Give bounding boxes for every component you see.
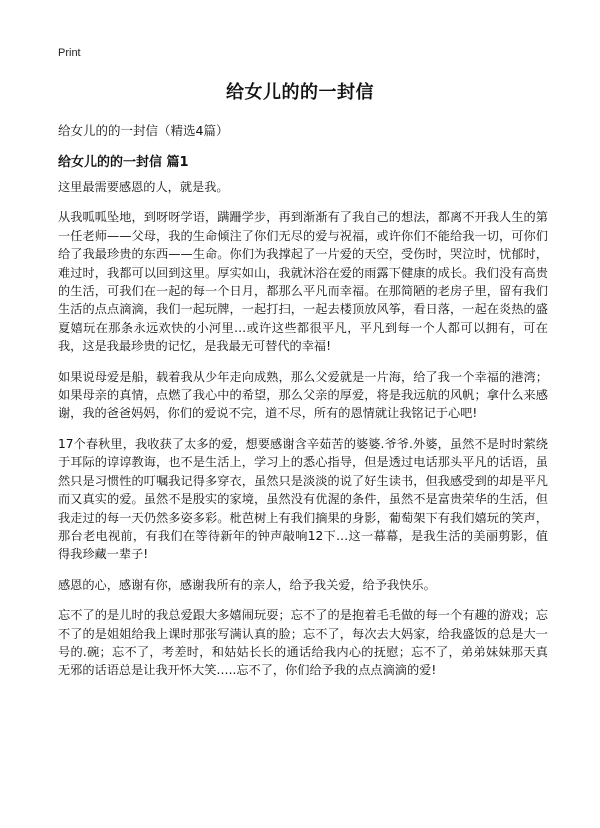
paragraph-6: 忘不了的是儿时的我总爱跟大多嬉闹玩耍；忘不了的是抱着毛毛做的每一个有趣的游戏；忘不了的是姐姐给我上课时那张写满认真的脸；忘不了，每次去大妈家，给我盛饭的总是大一号的.碗；忘不了，考差时，和姑姑长长的通话给我内心的抚慰；忘不了，弟弟妹妹那天真无邪的话语总是让我开怀大笑…..忘不了，你们给予我的点点滴滴的爱! (58, 608, 548, 678)
paragraph-2: 从我呱呱坠地，到呀呀学语，蹒跚学步，再到渐渐有了我自己的想法，都离不开我人生的第一任老师——父母，我的生命倾注了你们无尽的爱与祝福，或许你们不能给我一切，可你们给了我最珍贵的东西——生命。你们为我撑起了一片爱的天空，受伤时，哭泣时，忧郁时，难过时，我都可以回到这里。厚实如山，我就沐浴在爱的雨露下健康的成长。我们没有高贵的生活，可我们在一起的每一个日月，都那么平凡而幸福。在那简陋的老房子里，留有我们生活的点点滴滴，我们一起玩牌，一起打扫，一起去楼顶放风筝，看日落，一起在炎热的盛夏嬉玩在那条永远欢快的小河里…或许这些都很平凡，平凡到每一个人都可以拥有，可在我，这是我最珍贵的记忆，是我最无可替代的幸福! (58, 210, 548, 354)
document-title: 给女儿的的一封信 (226, 82, 374, 103)
document-body (58, 178, 548, 692)
paragraph-5: 感恩的心，感谢有你，感谢我所有的亲人，给予我关爱，给予我快乐。 (58, 577, 436, 592)
print-link[interactable]: Print (58, 47, 81, 59)
section-heading: 给女儿的的一封信 篇1 (58, 155, 189, 170)
paragraph-1: 这里最需要感恩的人，就是我。 (58, 180, 229, 194)
document-subtitle: 给女儿的的一封信（精选4篇） (58, 123, 229, 138)
paragraph-3: 如果说母爱是船，载着我从少年走向成熟，那么父爱就是一片海，给了我一个幸福的港湾；如果母亲的真情，点燃了我心中的希望，那么父亲的厚爱，将是我远航的风帆；拿什么来感谢，我的爸爸妈妈，你们的爱说不完，道不尽，所有的恩情就让我铭记于心吧! (58, 369, 548, 421)
paragraph-4: 17个春秋里，我收获了太多的爱，想要感谢含辛茹苦的婆婆.爷爷.外婆，虽然不是时时萦绕于耳际的谆谆教诲，也不是生活上，学习上的悉心指导，但是透过电话那头平凡的话语，虽然只是习惯性的叮嘱我记得多穿衣，虽然只是淡淡的说了好生读书，但我感受到的却是平凡而又真实的爱。虽然不是殷实的家境，虽然没有优渥的条件，虽然不是富贵荣华的生活，但我走过的每一天仍然多姿多彩。枇芭树上有我们摘果的身影，葡萄架下有我们嬉玩的笑声，那台老电视前，有我们在等待新年的钟声敲响12下…这一幕幕，是我生活的美丽剪影，值得我珍藏一辈子! (58, 436, 548, 562)
